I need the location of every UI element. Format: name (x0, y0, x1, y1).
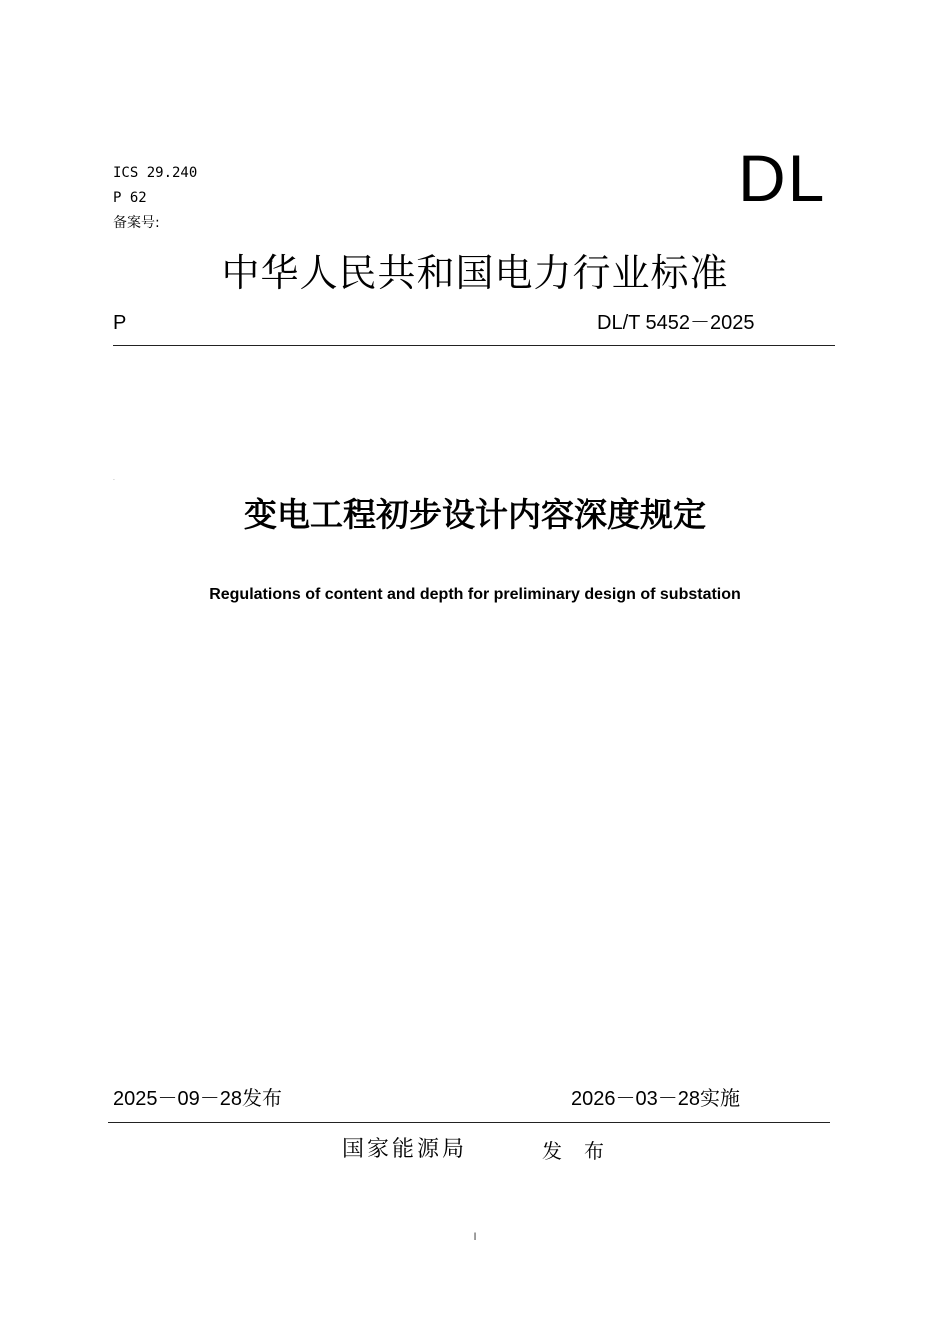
stray-mark: . (113, 475, 115, 482)
dl-standard-mark: DL (738, 141, 827, 215)
issuing-authority: 国家能源局 (342, 1137, 468, 1162)
industry-standard-title: 中华人民共和国电力行业标准 (221, 251, 729, 295)
issue-date: 2025－09－28发布 (113, 1088, 282, 1110)
header-divider (113, 345, 835, 346)
issue-word: 发布 (542, 1139, 626, 1163)
ics-code: ICS 29.240 (113, 165, 198, 181)
standard-class-letter: P (113, 312, 127, 334)
page-number: I (473, 1231, 477, 1243)
p-code: P 62 (113, 190, 147, 206)
document-title: 变电工程初步设计内容深度规定 (244, 495, 706, 534)
standard-number: DL/T 5452－2025 (597, 312, 755, 334)
footer-divider (108, 1122, 830, 1123)
record-number-label: 备案号: (113, 215, 160, 231)
document-title-english: Regulations of content and depth for preliminary design of substation (209, 586, 741, 603)
implementation-date: 2026－03－28实施 (571, 1088, 740, 1110)
